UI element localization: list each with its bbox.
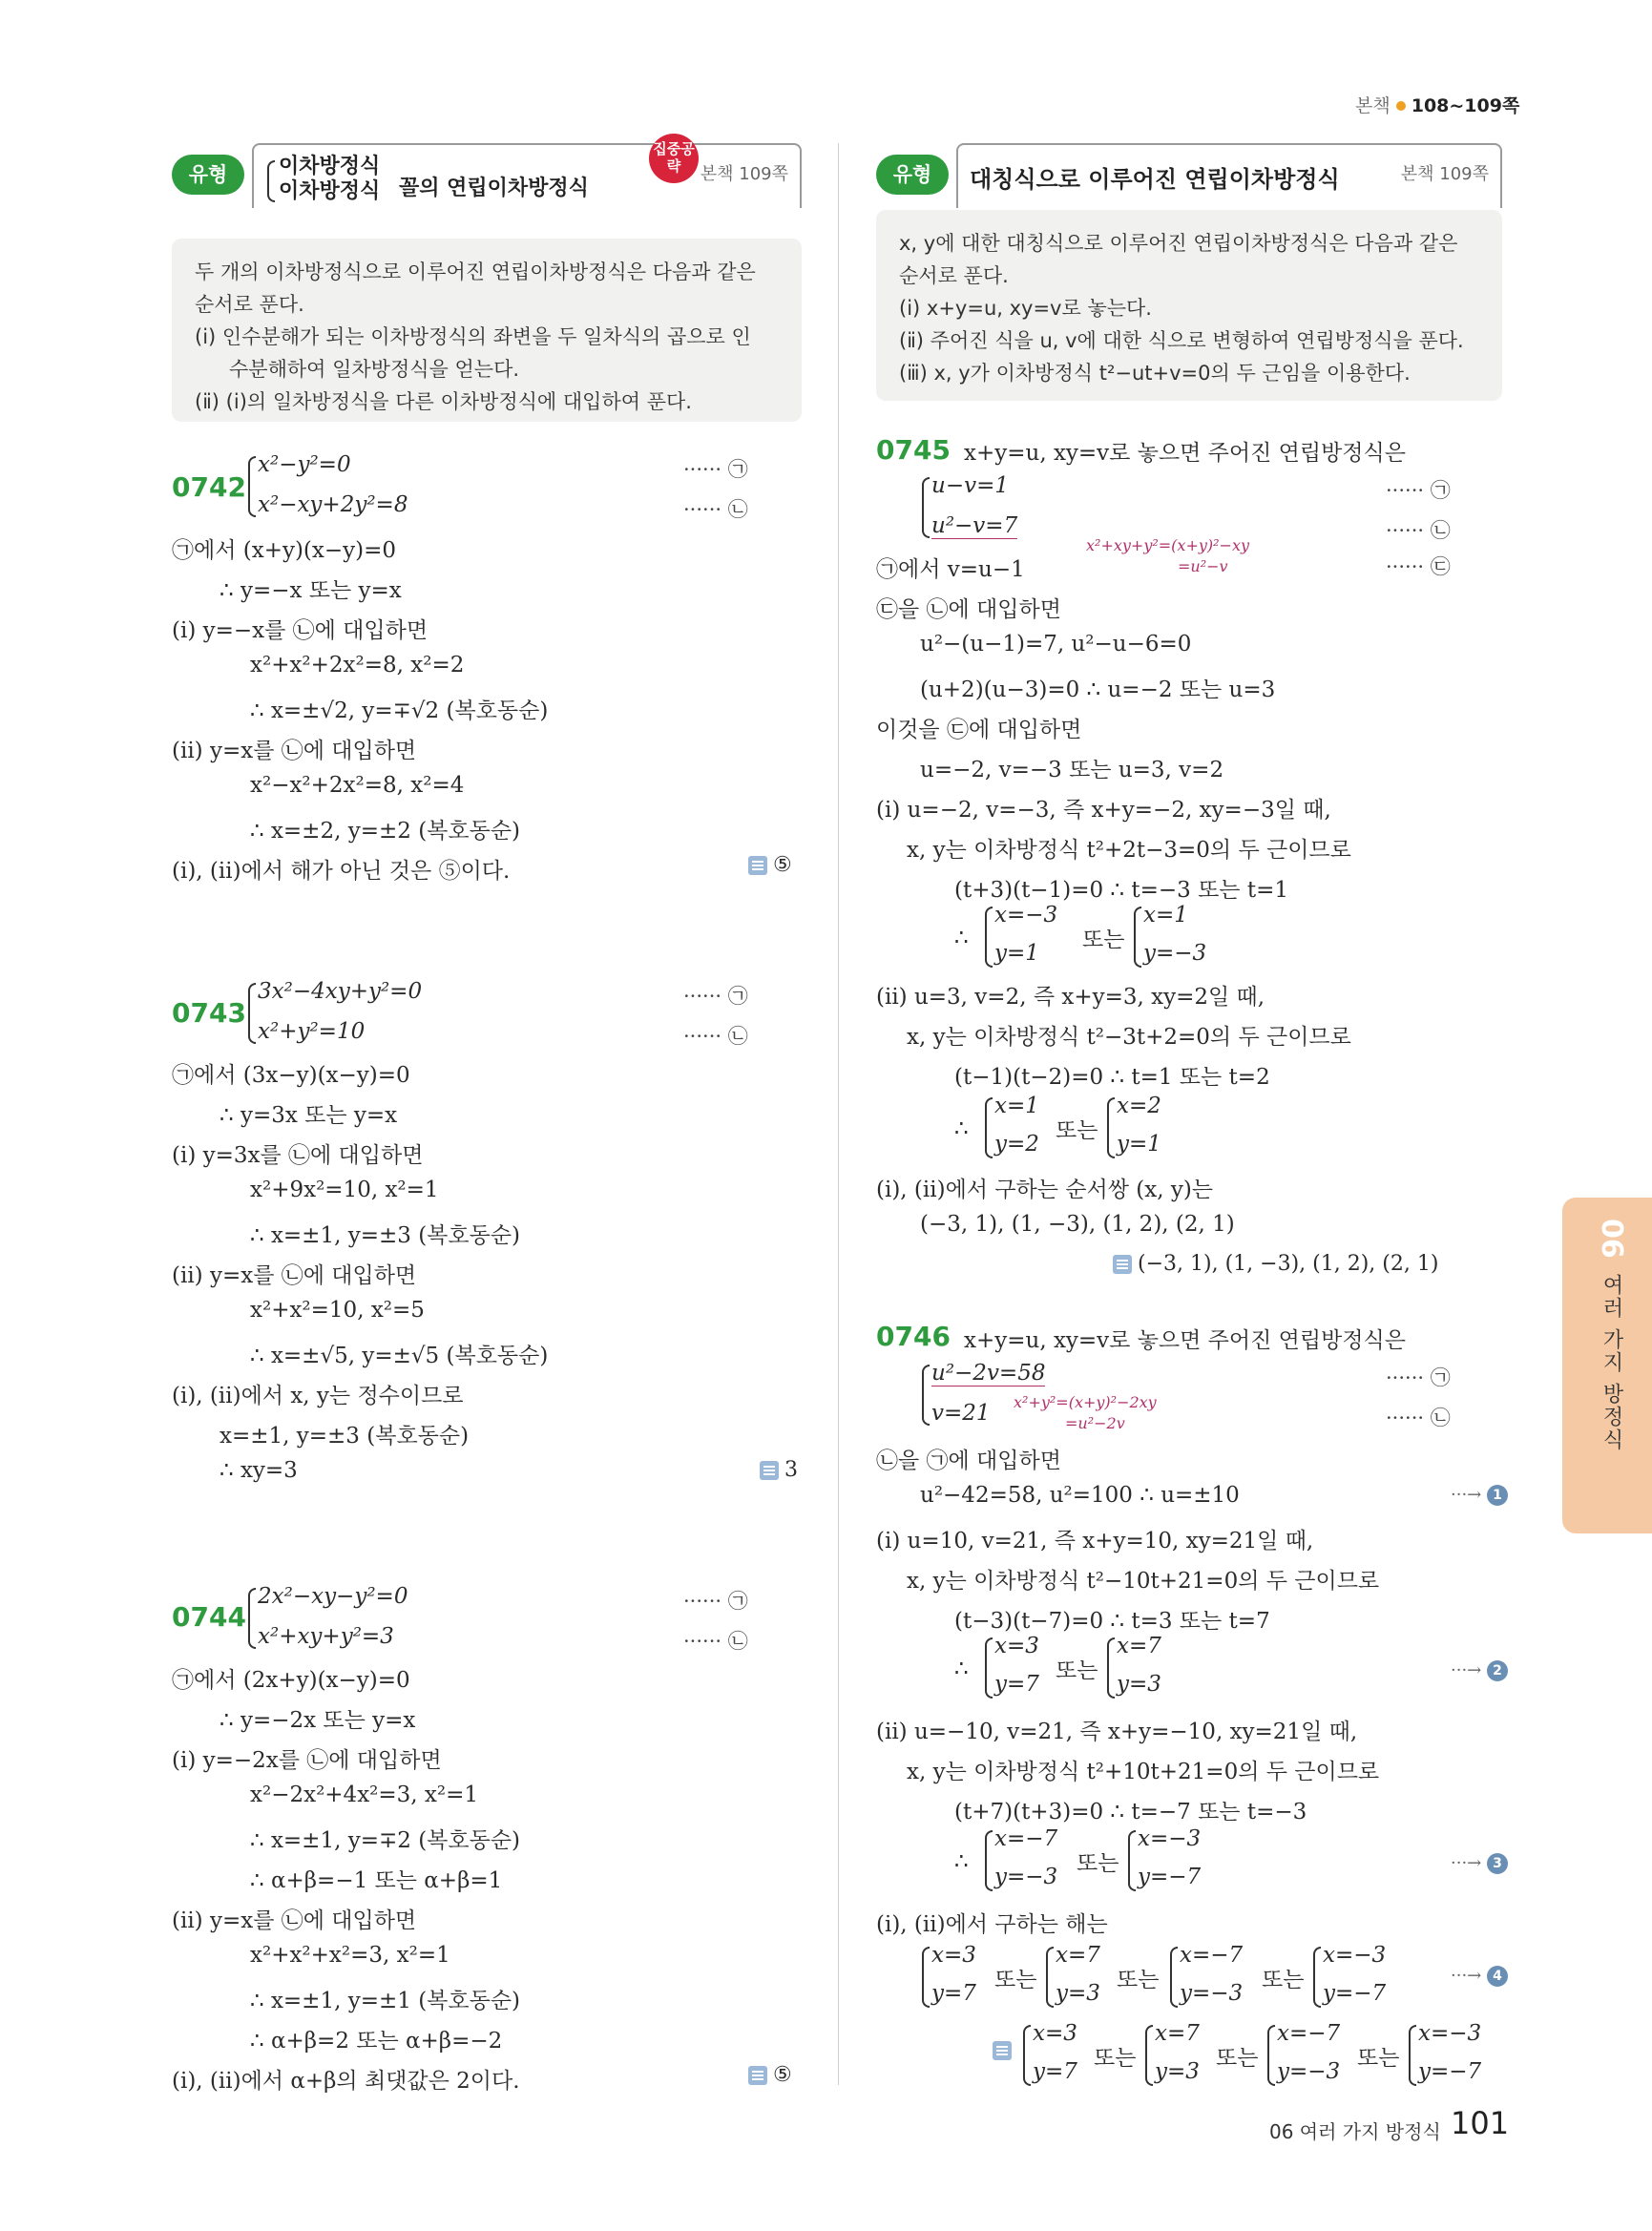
- type-title: 꼴의 연립이차방정식: [399, 177, 589, 200]
- therefore-sign: ∴: [954, 926, 969, 950]
- answer-value: (−3, 1), (1, −3), (1, 2), (2, 1): [1138, 1252, 1439, 1276]
- equation-label: ······ ㉠: [683, 458, 748, 481]
- answer-value: ⑤: [773, 2063, 792, 2087]
- system-brace: [1107, 1097, 1115, 1158]
- problem-number: 0746: [876, 1321, 951, 1352]
- rule-line: (ⅰ) 인수분해가 되는 이차방정식의 좌변을 두 일차식의 곱으로 인: [195, 325, 751, 348]
- answer-value: y=3: [1155, 2059, 1200, 2084]
- solution-line: (ⅰ), (ⅱ)에서 구하는 순서쌍 (x, y)는: [876, 1178, 1214, 1202]
- step-marker: [1451, 1853, 1508, 1874]
- or-word: 또는: [1262, 1968, 1305, 1992]
- answer-value: x=−3: [1418, 2021, 1482, 2046]
- type-badge: 유형: [876, 155, 949, 195]
- answer-icon: [1113, 1255, 1132, 1274]
- system-brace: [922, 1365, 930, 1426]
- solution-value: y=−7: [1323, 1981, 1387, 2006]
- solution-value: y=−3: [994, 1865, 1058, 1889]
- solution-line: x²−2x²+4x²=3, x²=1: [250, 1783, 479, 1807]
- solution-line: u=−2, v=−3 또는 u=3, v=2: [920, 758, 1224, 782]
- rule-line: 순서로 푼다.: [195, 293, 304, 316]
- solution-value: x=7: [1056, 1943, 1100, 1968]
- solution-line: ㉢을 ㉡에 대입하면: [876, 597, 1061, 622]
- solution-line: ∴ x=±1, y=±1 (복호동순): [250, 1989, 521, 2013]
- type-13-header: [172, 143, 802, 226]
- solution-line: x, y는 이차방정식 t²−3t+2=0의 두 근이므로: [907, 1025, 1351, 1050]
- solution-line: ∴ x=±√5, y=±√5 (복호동순): [250, 1344, 549, 1368]
- solution-value: y=1: [1117, 1132, 1161, 1157]
- rule-line: x, y에 대한 대칭식으로 이루어진 연립이차방정식은 다음과 같은: [899, 232, 1458, 255]
- solution-line: x, y는 이차방정식 t²+2t−3=0의 두 근이므로: [907, 838, 1351, 863]
- solution-line: ∴ y=−2x 또는 y=x: [220, 1708, 416, 1733]
- system-brace: [1145, 2025, 1153, 2086]
- title-line2: 이차방정식: [279, 179, 381, 203]
- solution-line: ㉠에서 v=u−1: [876, 557, 1025, 582]
- system-brace: [1313, 1947, 1321, 2008]
- solution-value: y=3: [1056, 1981, 1100, 2006]
- type-badge: 유형 13: [172, 155, 244, 195]
- equation-label: ······ ㉠: [1386, 1366, 1451, 1389]
- annotation: =u²−v: [1178, 557, 1228, 575]
- footer-chapter: 06 여러 가지 방정식: [1269, 2120, 1441, 2143]
- rule-line: (ⅲ) x, y가 이차방정식 t²−ut+v=0의 두 근임을 이용한다.: [899, 362, 1411, 385]
- problem-number: 0744: [172, 1601, 246, 1633]
- rule-line: (ⅱ) 주어진 식을 u, v에 대한 식으로 변형하여 연립방정식을 푼다.: [899, 329, 1464, 352]
- solution-line: 이것을 ㉢에 대입하면: [876, 718, 1082, 742]
- problem-number: 0742: [172, 471, 246, 503]
- answer-value: y=−3: [1277, 2059, 1341, 2084]
- solution-line: ㉠에서 (x+y)(x−y)=0: [172, 538, 397, 563]
- chapter-tab: [1562, 1198, 1652, 1533]
- problem-number: 0743: [172, 997, 246, 1029]
- or-word: 또는: [994, 1968, 1037, 1992]
- system-brace: [985, 1637, 993, 1699]
- system-brace: [1046, 1947, 1054, 2008]
- solution-line: ∴ α+β=2 또는 α+β=−2: [250, 2029, 503, 2054]
- answer-value: x=3: [1033, 2021, 1077, 2046]
- column-divider: [838, 143, 839, 2085]
- solution-line: (t−3)(t−7)=0 ∴ t=3 또는 t=7: [954, 1609, 1270, 1634]
- equation: x²−xy+2y²=8: [258, 492, 408, 517]
- equation-label: ······ ㉡: [683, 498, 748, 521]
- step-number: 1: [1487, 1485, 1508, 1506]
- solution-line: x²−x²+2x²=8, x²=4: [250, 773, 465, 798]
- equation: x²−y²=0: [258, 452, 351, 477]
- solution-value: y=2: [994, 1132, 1039, 1157]
- equation: 2x²−xy−y²=0: [258, 1584, 408, 1609]
- solution-line: x, y는 이차방정식 t²+10t+21=0의 두 근이므로: [907, 1760, 1380, 1784]
- title-line1: 이차방정식: [279, 155, 381, 178]
- solution-line: (ⅰ), (ⅱ)에서 α+β의 최댓값은 2이다.: [172, 2069, 520, 2094]
- step-marker: [1451, 1660, 1508, 1681]
- focus-badge-label: 집중공략: [653, 140, 695, 175]
- answer-icon: [748, 856, 767, 875]
- solution-line: x²+x²=10, x²=5: [250, 1298, 425, 1323]
- answer: [1113, 1252, 1438, 1276]
- therefore-sign: ∴: [954, 1849, 969, 1874]
- solution-line: ∴ α+β=−1 또는 α+β=1: [250, 1868, 503, 1893]
- problem-intro: x+y=u, xy=v로 놓으면 주어진 연립방정식은: [964, 1328, 1406, 1353]
- answer-value: x=7: [1155, 2021, 1200, 2046]
- equation-label: ······ ㉠: [683, 1590, 748, 1613]
- solution-line: (ⅰ) y=−2x를 ㉡에 대입하면: [172, 1748, 442, 1773]
- ref-pages: 108~109쪽: [1411, 95, 1520, 116]
- equation-label: ······ ㉠: [683, 985, 748, 1008]
- rule-line: (ⅰ) x+y=u, xy=v로 놓는다.: [899, 297, 1152, 320]
- system-brace: [1128, 1830, 1136, 1891]
- or-word: 또는: [1056, 1118, 1098, 1143]
- equation: u²−v=7: [931, 513, 1018, 538]
- solution-value: x=7: [1117, 1634, 1161, 1658]
- annotation: x²+xy+y²=(x+y)²−xy: [1086, 536, 1250, 554]
- chapter-number: 06: [1595, 1219, 1628, 1259]
- solution-line: ㉠에서 (3x−y)(x−y)=0: [172, 1063, 410, 1088]
- page-ref: 본책 109쪽: [1400, 164, 1489, 184]
- equation: u−v=1: [931, 473, 1009, 498]
- or-word: 또는: [1216, 2046, 1259, 2071]
- system-brace: [248, 456, 256, 517]
- page-ref: 본책 109쪽: [700, 164, 788, 184]
- solution-line: x²+9x²=10, x²=1: [250, 1178, 439, 1202]
- solution-value: y=−3: [1180, 1981, 1244, 2006]
- solution-line: ∴ x=±√2, y=∓√2 (복호동순): [250, 698, 549, 723]
- solution-line: (ⅰ), (ⅱ)에서 x, y는 정수이므로: [172, 1384, 464, 1408]
- solution-line: x²+x²+2x²=8, x²=2: [250, 653, 465, 678]
- answer: [760, 1458, 798, 1482]
- equation-label: ······ ㉡: [683, 1630, 748, 1653]
- rule-line: 순서로 푼다.: [899, 264, 1009, 287]
- ref-prefix: 본책: [1355, 95, 1391, 116]
- system-brace: [1023, 2025, 1031, 2086]
- rule-line: (ⅱ) (ⅰ)의 일차방정식을 다른 이차방정식에 대입하여 푼다.: [195, 390, 692, 413]
- solution-line: (ⅰ), (ⅱ)에서 구하는 해는: [876, 1912, 1108, 1937]
- solution-line: (ⅰ) y=−x를 ㉡에 대입하면: [172, 618, 429, 643]
- step-marker: [1451, 1966, 1508, 1987]
- answer-value: y=7: [1033, 2059, 1077, 2084]
- page-number: 101: [1451, 2105, 1510, 2141]
- solution-value: x=−3: [1323, 1943, 1387, 1968]
- solution-line: u²−42=58, u²=100 ∴ u=±10: [920, 1483, 1240, 1508]
- equation: x²+xy+y²=3: [258, 1624, 394, 1649]
- solution-line: (ⅱ) y=x를 ㉡에 대입하면: [172, 1908, 417, 1933]
- solution-line: (ⅱ) y=x를 ㉡에 대입하면: [172, 1263, 417, 1288]
- solution-line: (t+7)(t+3)=0 ∴ t=−7 또는 t=−3: [954, 1800, 1307, 1824]
- equation-label: ······ ㉢: [1386, 555, 1451, 578]
- therefore-sign: ∴: [954, 1116, 969, 1141]
- or-word: 또는: [1117, 1968, 1160, 1992]
- step-number: 3: [1487, 1853, 1508, 1874]
- system-brace: [1134, 907, 1141, 968]
- step-arrow: ···→: [1451, 1853, 1482, 1873]
- solution-line: (−3, 1), (1, −3), (1, 2), (2, 1): [920, 1212, 1235, 1237]
- equation-label: ······ ㉠: [1386, 479, 1451, 502]
- solution-line: ∴ y=3x 또는 y=x: [220, 1103, 398, 1128]
- solution-value: y=1: [994, 941, 1039, 966]
- system-brace: [248, 983, 256, 1044]
- step-arrow: ···→: [1451, 1660, 1482, 1680]
- solution-value: y=−7: [1138, 1865, 1202, 1889]
- system-brace: [985, 1830, 993, 1891]
- equation: u²−2v=58: [931, 1361, 1046, 1386]
- solution-line: (ⅰ) y=3x를 ㉡에 대입하면: [172, 1143, 424, 1168]
- system-brace: [922, 1947, 930, 2008]
- problem-intro: x+y=u, xy=v로 놓으면 주어진 연립방정식은: [964, 441, 1406, 466]
- solution-line: ㉡을 ㉠에 대입하면: [876, 1449, 1061, 1473]
- equation-label: ······ ㉡: [1386, 1407, 1451, 1429]
- equation-label: ······ ㉡: [1386, 519, 1451, 542]
- step-number: 4: [1487, 1966, 1508, 1987]
- solution-line: (ⅰ), (ⅱ)에서 해가 아닌 것은 ⑤이다.: [172, 859, 511, 884]
- type-title-stack: [279, 155, 380, 204]
- solution-value: x=2: [1117, 1094, 1161, 1118]
- solution-value: y=3: [1117, 1672, 1161, 1697]
- solution-line: u²−(u−1)=7, u²−u−6=0: [920, 632, 1192, 657]
- step-marker: [1451, 1485, 1508, 1506]
- solution-value: y=7: [994, 1672, 1039, 1697]
- answer-value: y=−7: [1418, 2059, 1482, 2084]
- system-brace: [922, 477, 930, 538]
- answer: [993, 2038, 1017, 2062]
- solution-line: (t+3)(t−1)=0 ∴ t=−3 또는 t=1: [954, 878, 1288, 903]
- type-14-header: [876, 143, 1502, 206]
- equation: x²+y²=10: [258, 1019, 366, 1044]
- solution-value: y=−3: [1143, 941, 1207, 966]
- equation: v=21: [931, 1401, 991, 1426]
- solution-value: x=1: [1143, 903, 1188, 928]
- solution-line: x, y는 이차방정식 t²−10t+21=0의 두 근이므로: [907, 1569, 1380, 1594]
- or-word: 또는: [1357, 2046, 1400, 2071]
- solution-value: x=−3: [994, 903, 1058, 928]
- equation: 3x²−4xy+y²=0: [258, 979, 423, 1004]
- or-word: 또는: [1056, 1658, 1098, 1683]
- solution-line: (ⅱ) y=x를 ㉡에 대입하면: [172, 739, 417, 763]
- type-title: 대칭식으로 이루어진 연립이차방정식: [970, 166, 1340, 193]
- therefore-sign: ∴: [954, 1657, 969, 1681]
- rule-line: 수분해하여 일차방정식을 얻는다.: [229, 358, 520, 381]
- step-number: 2: [1487, 1660, 1508, 1681]
- answer: [748, 853, 792, 877]
- solution-line: (ⅰ) u=10, v=21, 즉 x+y=10, xy=21일 때,: [876, 1529, 1314, 1553]
- solution-value: x=3: [931, 1943, 976, 1968]
- solution-line: ∴ x=±1, y=±3 (복호동순): [250, 1223, 521, 1248]
- solution-line: (u+2)(u−3)=0 ∴ u=−2 또는 u=3: [920, 678, 1276, 702]
- or-word: 또는: [1082, 928, 1125, 952]
- answer-icon: [760, 1461, 779, 1480]
- system-brace: [248, 1588, 256, 1649]
- type-13-rules: [172, 239, 802, 422]
- problem-number: 0745: [876, 434, 951, 466]
- answer-icon: [993, 2041, 1012, 2060]
- system-brace: [1267, 2025, 1275, 2086]
- solution-line: (ⅱ) u=3, v=2, 즉 x+y=3, xy=2일 때,: [876, 985, 1265, 1010]
- equation-label: ······ ㉡: [683, 1025, 748, 1048]
- solution-value: y=7: [931, 1981, 976, 2006]
- rule-line: 두 개의 이차방정식으로 이루어진 연립이차방정식은 다음과 같은: [195, 261, 756, 283]
- system-brace: [985, 1097, 993, 1158]
- solution-value: x=3: [994, 1634, 1039, 1658]
- solution-line: x=±1, y=±3 (복호동순): [220, 1424, 470, 1449]
- or-word: 또는: [1094, 2046, 1137, 2071]
- solution-value: x=−3: [1138, 1826, 1202, 1851]
- page-reference: [1355, 92, 1519, 117]
- solution-line: (t−1)(t−2)=0 ∴ t=1 또는 t=2: [954, 1065, 1270, 1090]
- solution-line: ∴ xy=3: [220, 1458, 298, 1483]
- answer-icon: [748, 2066, 767, 2085]
- answer-value: x=−7: [1277, 2021, 1341, 2046]
- or-word: 또는: [1077, 1851, 1119, 1876]
- annotation: =u²−2v: [1065, 1414, 1125, 1432]
- solution-line: ∴ y=−x 또는 y=x: [220, 578, 402, 603]
- solution-line: x²+x²+x²=3, x²=1: [250, 1943, 450, 1968]
- answer-value: 3: [784, 1458, 798, 1482]
- system-brace: [1107, 1637, 1115, 1699]
- system-brace: [1409, 2025, 1416, 2086]
- annotation: x²+y²=(x+y)²−2xy: [1014, 1393, 1157, 1411]
- step-arrow: ···→: [1451, 1966, 1482, 1986]
- type-14-rules: [876, 210, 1502, 401]
- solution-line: (ⅰ) u=−2, v=−3, 즉 x+y=−2, xy=−3일 때,: [876, 798, 1331, 823]
- step-arrow: ···→: [1451, 1485, 1482, 1505]
- solution-value: x=1: [994, 1094, 1039, 1118]
- bullet-icon: [1396, 101, 1406, 111]
- solution-line: ㉠에서 (2x+y)(x−y)=0: [172, 1668, 410, 1693]
- focus-badge: [649, 134, 699, 183]
- solution-value: x=−7: [994, 1826, 1058, 1851]
- solution-line: ∴ x=±2, y=±2 (복호동순): [250, 819, 521, 844]
- system-brace: [1170, 1947, 1178, 2008]
- chapter-label: 여러 가지 방정식: [1600, 1274, 1623, 1451]
- solution-value: x=−7: [1180, 1943, 1244, 1968]
- answer-value: ⑤: [773, 853, 792, 877]
- title-brace: [267, 160, 275, 202]
- solution-line: ∴ x=±1, y=∓2 (복호동순): [250, 1828, 521, 1853]
- solution-line: (ⅱ) u=−10, v=21, 즉 x+y=−10, xy=21일 때,: [876, 1720, 1358, 1744]
- answer: [748, 2063, 792, 2087]
- system-brace: [985, 907, 993, 968]
